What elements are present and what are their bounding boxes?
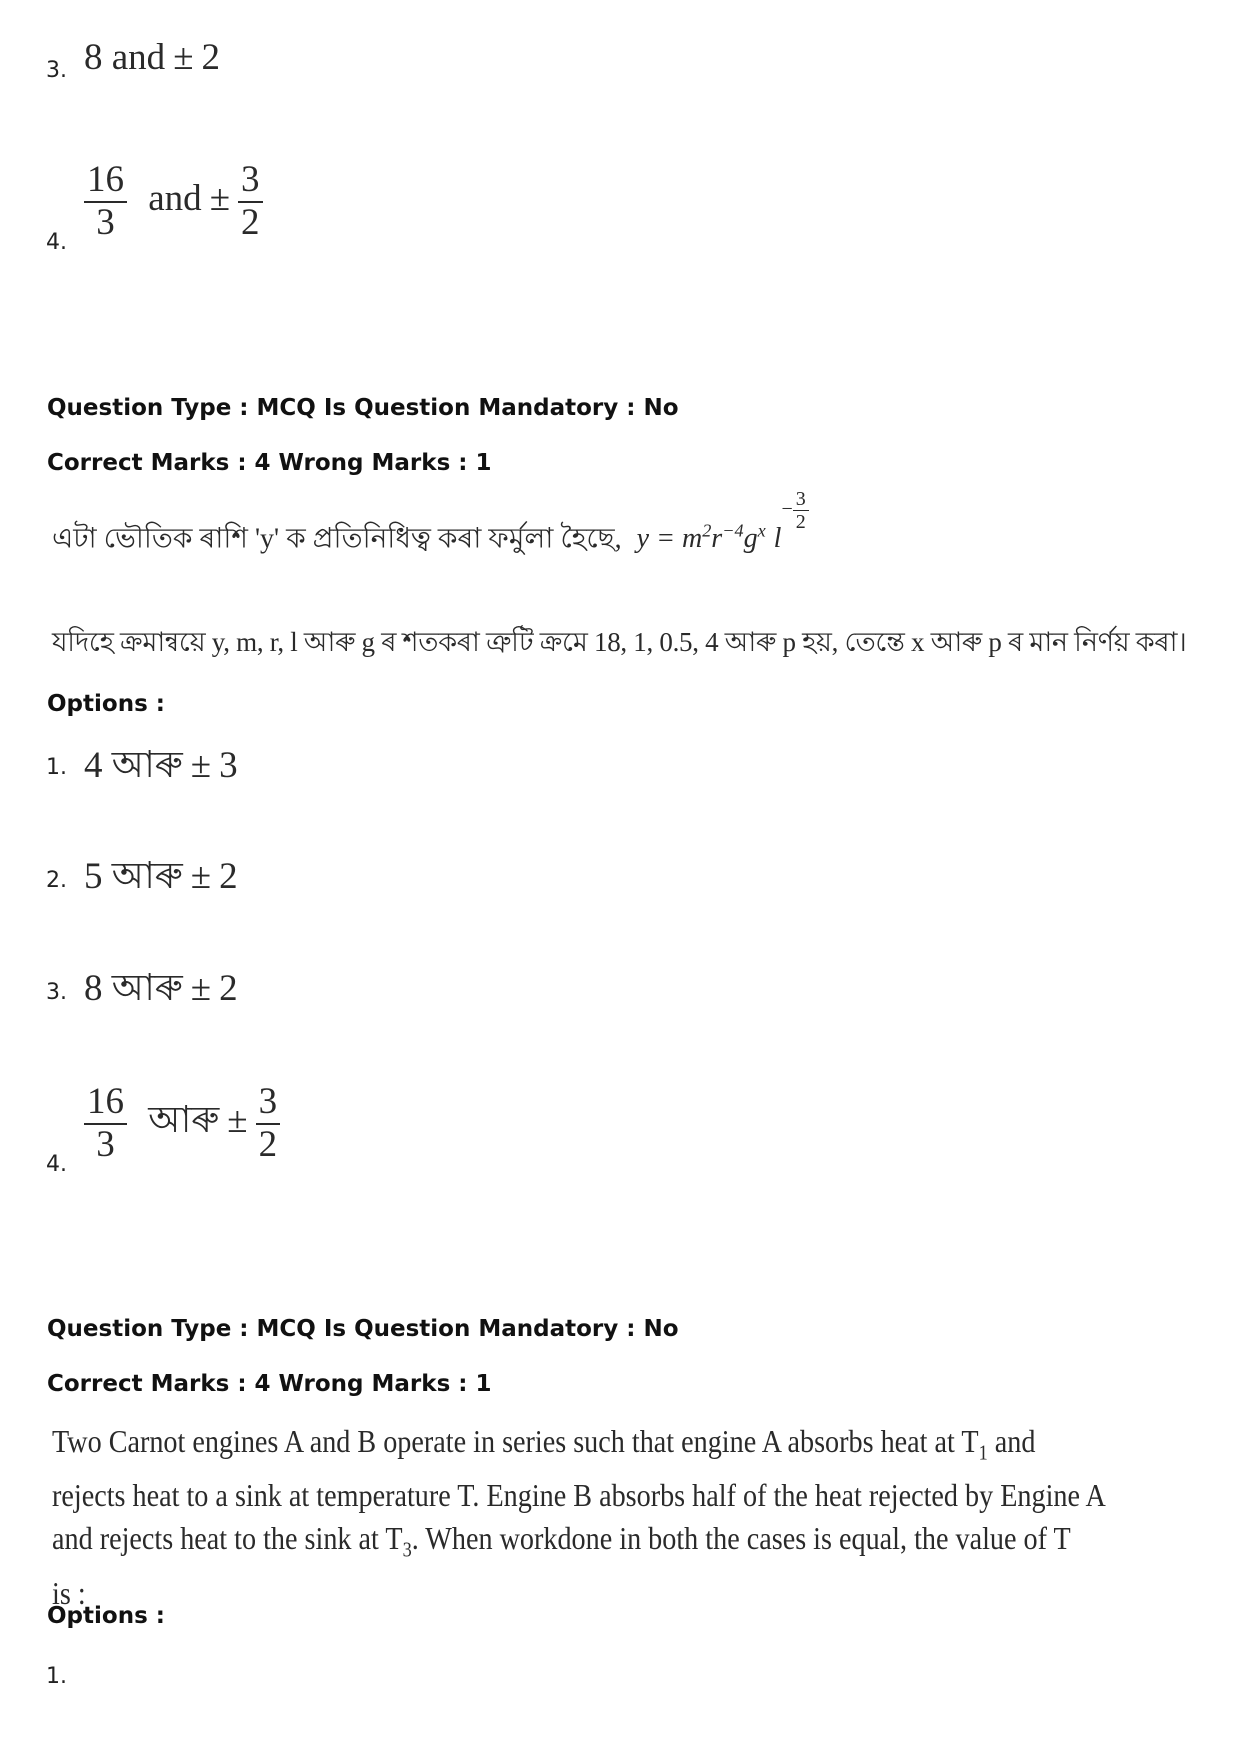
- option-text: [84, 958, 238, 1021]
- question-text: এটা ভৌতিক ৰাশি 'y' ক প্ৰতিনিধিত্ব কৰা ফৰ্মুলা হৈছে,: [52, 523, 622, 555]
- text-span: and rejects heat to the sink at T: [52, 1520, 403, 1557]
- fraction-denominator: 3: [96, 201, 115, 243]
- exponent: −4: [722, 521, 744, 542]
- option-value: 3: [219, 745, 238, 786]
- formula-g: g: [743, 523, 758, 555]
- plus-minus: ±: [190, 856, 212, 897]
- option-number: 4.: [46, 1152, 67, 1177]
- option-number: 4.: [46, 230, 67, 255]
- formula: [636, 488, 809, 555]
- plus-minus: ±: [173, 37, 194, 78]
- option-number: 3.: [46, 980, 67, 1005]
- question-text-line: is :: [52, 1574, 86, 1611]
- option-text: [84, 1082, 280, 1165]
- marks-line: Correct Marks : 4 Wrong Marks : 1: [47, 450, 492, 476]
- fraction: [256, 1082, 281, 1165]
- option-text: [84, 36, 220, 79]
- question-text-line-2: যদিহে ক্ৰমান্বয়ে y, m, r, l আৰু g ৰ শতকৰা ত্ৰুটি ক্ৰমে 18, 1, 0.5, 4 আৰু p হয়, তেন্তে x আৰু p ৰ মান নিৰ্ণয় কৰা।: [52, 627, 1187, 657]
- exponent-sign: −: [781, 498, 793, 521]
- fraction-numerator: 3: [256, 1082, 281, 1125]
- question-text-line: [52, 1517, 1106, 1571]
- option-text: [84, 846, 238, 909]
- question-text-line-1: [52, 488, 809, 563]
- option-label: 8 and: [84, 37, 166, 78]
- fraction: [84, 160, 127, 243]
- exponent: 2: [702, 521, 712, 542]
- question-type-line: Question Type : MCQ Is Question Mandatory : No: [47, 1316, 679, 1342]
- option-label: 8 আৰু: [84, 968, 183, 1009]
- option-number: 1.: [46, 1664, 67, 1689]
- option-number: 1.: [46, 755, 67, 780]
- option-text: [84, 160, 263, 243]
- option-number: 3.: [46, 58, 67, 83]
- fraction-numerator: 3: [793, 488, 809, 511]
- options-label: Options :: [47, 691, 165, 717]
- fraction-numerator: 16: [84, 1082, 127, 1125]
- option-value: 2: [201, 37, 220, 78]
- question-text-line: rejects heat to a sink at temperature T. Engine B absorbs half of the heat rejected by Engine A: [52, 1477, 1106, 1514]
- question-text-block: [52, 1420, 1106, 1615]
- option-label: 5 আৰু: [84, 856, 183, 897]
- option-text: [84, 735, 238, 798]
- option-value: 2: [219, 856, 238, 897]
- fraction-numerator: 3: [238, 160, 263, 203]
- fraction-denominator: 2: [241, 201, 260, 243]
- text-span: Two Carnot engines A and B operate in series such that engine A absorbs heat at T: [52, 1423, 979, 1459]
- option-label: and: [148, 178, 202, 220]
- plus-minus: ±: [227, 1100, 248, 1142]
- question-text-line: [52, 1420, 1106, 1474]
- formula-lhs: y = m: [636, 523, 703, 555]
- marks-line: Correct Marks : 4 Wrong Marks : 1: [47, 1371, 492, 1397]
- options-label: Options :: [47, 1603, 165, 1629]
- fraction-denominator: 3: [96, 1123, 115, 1165]
- plus-minus: ±: [190, 745, 212, 786]
- formula-r: r: [711, 523, 723, 555]
- fraction-denominator: 2: [795, 511, 806, 533]
- text-span: . When workdone in both the cases is equal, the value of T: [411, 1520, 1071, 1557]
- plus-minus: ±: [209, 178, 230, 220]
- plus-minus: ±: [190, 968, 212, 1009]
- fraction-denominator: 2: [258, 1123, 278, 1165]
- exponent: x: [757, 521, 766, 542]
- fraction: [84, 1082, 127, 1165]
- fraction: [238, 160, 263, 243]
- option-label: 4 আৰু: [84, 745, 183, 786]
- option-number: 2.: [46, 868, 67, 893]
- exponent-fraction: [793, 488, 809, 533]
- question-type-line: Question Type : MCQ Is Question Mandatory : No: [47, 395, 679, 421]
- fraction-numerator: 16: [84, 160, 127, 203]
- text-span: and: [987, 1423, 1036, 1459]
- option-label: আৰু: [148, 1100, 220, 1142]
- option-value: 2: [219, 968, 238, 1009]
- formula-l: l: [773, 523, 782, 555]
- subscript: 1: [978, 1441, 988, 1465]
- subscript: 3: [402, 1538, 412, 1562]
